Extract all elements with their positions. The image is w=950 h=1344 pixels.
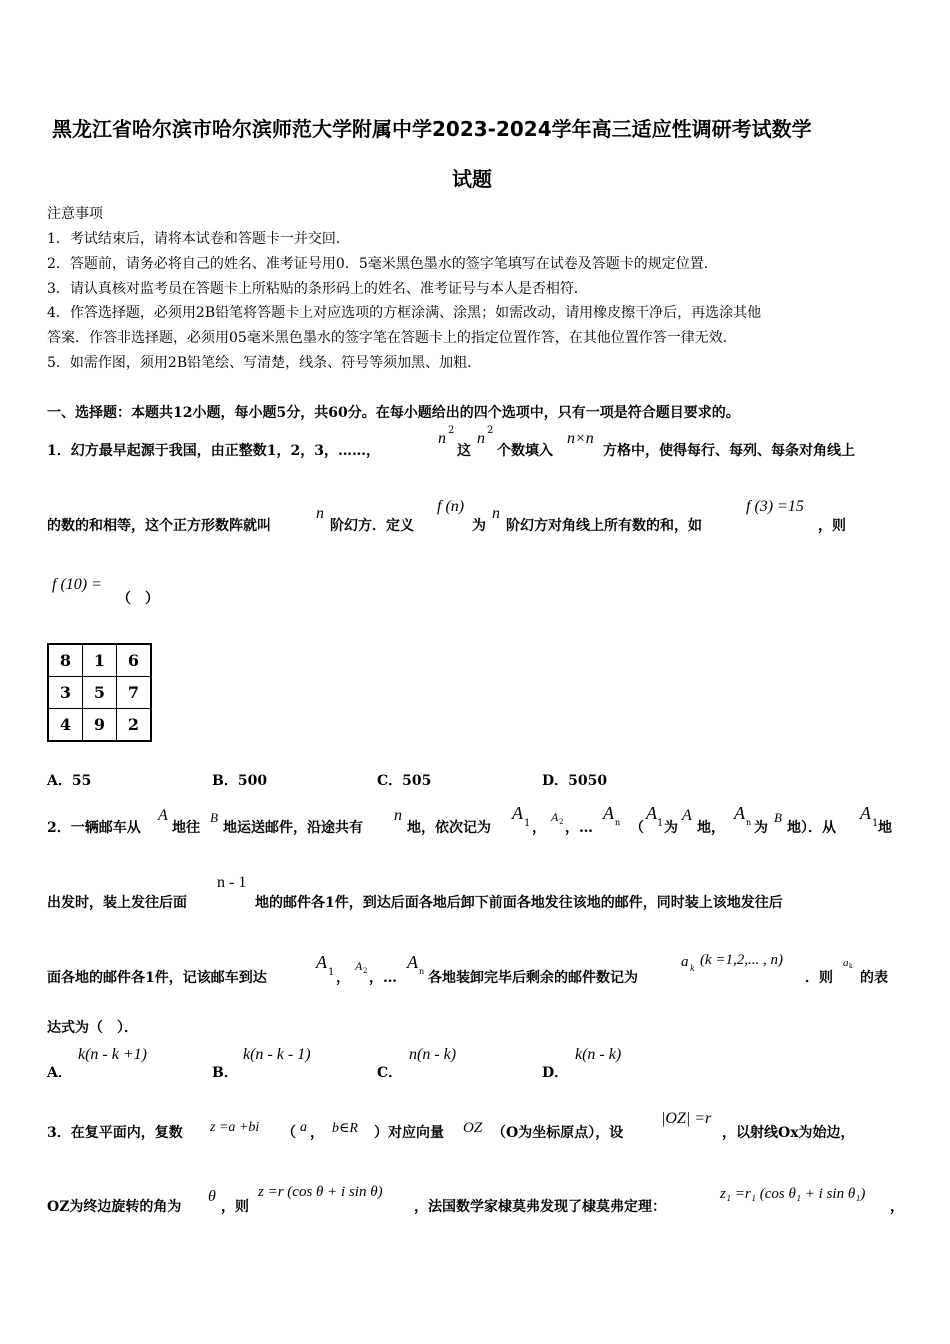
q1-text: 方格中，使得每行、每列、每条对角线上 xyxy=(603,443,855,459)
q2-text: 为 xyxy=(754,820,768,836)
q2-math: n xyxy=(394,807,402,824)
q2-text: 地）．从 xyxy=(787,820,836,836)
q2-math: (k =1,2,... , n) xyxy=(700,952,784,968)
q2-option-c-expr[interactable]: n(n - k) xyxy=(409,1046,457,1063)
q2-math: B xyxy=(774,810,782,825)
q2-text: 地运送邮件，沿途共有 xyxy=(223,820,363,836)
notes-heading: 注意事项 xyxy=(47,206,103,222)
q3-math: b∈R xyxy=(332,1121,358,1136)
magic-square-cell: 9 xyxy=(83,709,117,742)
q2-math: B xyxy=(210,810,218,825)
q3-text: ， xyxy=(310,1125,324,1141)
q2-text: 地，依次记为 xyxy=(407,820,491,836)
q2-math: A xyxy=(603,803,614,823)
q2-math: a xyxy=(843,957,849,969)
q1-math-nxn: n×n xyxy=(567,430,594,447)
q2-math: A xyxy=(512,803,523,823)
q2-option-b-label[interactable]: B． xyxy=(212,1065,238,1081)
q2-math: A xyxy=(682,807,692,824)
q2-text: ，… xyxy=(565,820,593,836)
q3-text: ，则 xyxy=(221,1199,249,1215)
q1-text: 为 xyxy=(472,518,486,534)
magic-square-cell: 4 xyxy=(48,709,83,742)
q2-math: n - 1 xyxy=(217,874,247,891)
q1-math-f3: f (3) =15 xyxy=(746,498,804,515)
note-item: 4．作答选择题，必须用2B铅笔将答题卡上对应选项的方框涂满、涂黑；如需改动，请用橡皮擦干净后，再选涂其他 xyxy=(47,305,762,321)
section-heading: 一、选择题：本题共12小题，每小题5分，共60分。在每小题给出的四个选项中，只有一项是符合题目要求的。 xyxy=(47,405,740,421)
q1-option-c[interactable]: C．505 xyxy=(377,773,432,789)
q3-text: ）对应向量 xyxy=(374,1125,444,1141)
magic-square-cell: 5 xyxy=(83,677,117,709)
q2-text: 为 xyxy=(664,820,678,836)
q2-math-sub: 1 xyxy=(872,818,879,829)
q2-math: a xyxy=(681,954,689,970)
q2-option-c-label[interactable]: C． xyxy=(377,1065,403,1081)
q1-text: 这 xyxy=(457,443,471,459)
q2-text: 地往 xyxy=(172,820,200,836)
q2-math-sub: 1 xyxy=(524,818,531,829)
q1-math-n: n xyxy=(438,430,446,447)
magic-square-grid xyxy=(47,643,152,742)
q1-text: 1．幻方最早起源于我国，由正整数1，2，3，……， xyxy=(47,443,380,459)
q2-math-sub: 2 xyxy=(363,967,368,975)
q1-option-a[interactable]: A．55 xyxy=(47,773,92,789)
q2-math: A xyxy=(355,959,363,973)
q2-text: 地 xyxy=(878,820,892,836)
note-item: 3．请认真核对监考员在答题卡上所粘贴的条形码上的姓名、准考证号与本人是否相符． xyxy=(47,281,588,297)
page-title-continued: 试题 xyxy=(452,167,492,191)
q2-text: 面各地的邮件各1件，记该邮车到达 xyxy=(47,970,267,986)
q1-math-n: n xyxy=(477,430,485,447)
q2-math: A xyxy=(734,803,745,823)
q2-math-sub: 2 xyxy=(559,818,564,826)
q1-text: 个数填入 xyxy=(497,443,553,459)
q3-math: OZ xyxy=(463,1120,483,1136)
q3-text: ， xyxy=(890,1199,904,1215)
q1-text: 阶幻方对角线上所有数的和，如 xyxy=(506,518,702,534)
note-item: 5．如需作图，须用2B铅笔绘、写清楚，线条、符号等须加黑、加粗． xyxy=(47,355,482,371)
magic-square-cell: 2 xyxy=(117,709,152,742)
q2-text: （ xyxy=(630,820,644,836)
q1-text: ，则 xyxy=(818,518,846,534)
q3-text: （O为坐标原点），设 xyxy=(492,1125,624,1141)
q2-text: 出发时，装上发往后面 xyxy=(47,895,187,911)
magic-square-cell: 7 xyxy=(117,677,152,709)
q2-text: 地， xyxy=(697,820,725,836)
q2-option-a-label[interactable]: A． xyxy=(47,1065,72,1081)
q3-text: OZ为终边旋转的角为 xyxy=(47,1199,182,1215)
q3-math: z₁ =r₁ (cos θ₁ + i sin θ₁) xyxy=(720,1186,866,1202)
q1-option-d[interactable]: D．5050 xyxy=(542,773,608,789)
note-item: 2．答题前，请务必将自己的姓名、准考证号用0．5毫米黑色墨水的签字笔填写在试卷及答题卡的规定位置． xyxy=(47,256,718,272)
q1-answer-paren: （ ） xyxy=(117,591,159,607)
q1-option-b[interactable]: B．500 xyxy=(212,773,268,789)
q3-math: θ xyxy=(208,1188,216,1205)
q3-math: z =a +bi xyxy=(210,1120,260,1135)
q1-math-sup: 2 xyxy=(448,425,455,436)
q2-text: 各地装卸完毕后剩余的邮件数记为 xyxy=(428,970,638,986)
q2-text: ， xyxy=(532,820,546,836)
q2-math-sub: 1 xyxy=(657,818,664,829)
q2-math: A xyxy=(158,807,168,824)
q3-text: ，以射线Ox为始边， xyxy=(722,1125,855,1141)
q1-text: 阶幻方．定义 xyxy=(330,518,414,534)
q3-math: z =r (cos θ + i sin θ) xyxy=(258,1184,383,1200)
q2-text: 的表 xyxy=(860,970,888,986)
q2-text: ，… xyxy=(369,970,397,986)
q3-text: ，法国数学家棣莫弗发现了棣莫弗定理： xyxy=(414,1199,666,1215)
q1-math-n: n xyxy=(492,505,500,522)
q2-text: ， xyxy=(336,970,350,986)
q2-option-b-expr[interactable]: k(n - k - 1) xyxy=(243,1046,311,1063)
q2-text: ．则 xyxy=(805,970,833,986)
q2-option-d-expr[interactable]: k(n - k) xyxy=(575,1046,622,1063)
note-item: 1．考试结束后，请将本试卷和答题卡一并交回． xyxy=(47,231,350,247)
q2-text: 达式为（ ）． xyxy=(47,1020,138,1036)
q2-math-sub: k xyxy=(690,964,695,973)
q2-math-sub: n xyxy=(419,967,425,976)
q3-text: 3．在复平面内，复数 xyxy=(47,1125,183,1141)
q2-math-sub: n xyxy=(615,818,621,827)
q2-math: A xyxy=(646,803,657,823)
q1-math-fn: f (n) xyxy=(437,498,465,515)
magic-square-cell: 6 xyxy=(117,644,152,677)
page-title: 黑龙江省哈尔滨市哈尔滨师范大学附属中学2023-2024学年高三适应性调研考试数学 xyxy=(52,117,812,141)
q2-math-sub: n xyxy=(746,818,752,827)
q2-text: 2．一辆邮车从 xyxy=(47,820,141,836)
note-item: 答案．作答非选择题，必须用05毫米黑色墨水的签字笔在答题卡上的指定位置作答，在其他位置作答一律无效． xyxy=(47,330,737,346)
q2-option-d-label[interactable]: D． xyxy=(542,1065,569,1081)
q2-math: A xyxy=(407,952,418,972)
q1-text: 的数的和相等，这个正方形数阵就叫 xyxy=(47,518,271,534)
q1-math-sup: 2 xyxy=(487,425,494,436)
q2-math: A xyxy=(316,952,327,972)
q2-math-sub: k xyxy=(849,963,853,970)
q2-math: A xyxy=(551,810,559,824)
q1-math-f10: f (10) = xyxy=(52,576,102,593)
q3-text: （ xyxy=(282,1125,296,1141)
q3-math: |OZ| =r xyxy=(661,1110,712,1127)
q1-math-n: n xyxy=(316,505,324,522)
magic-square-cell: 8 xyxy=(48,644,83,677)
q2-math-sub: 1 xyxy=(328,967,335,978)
q2-option-a-expr[interactable]: k(n - k +1) xyxy=(78,1046,147,1063)
magic-square-cell: 3 xyxy=(48,677,83,709)
q2-math: A xyxy=(860,803,871,823)
q3-math: a xyxy=(300,1120,307,1135)
magic-square-cell: 1 xyxy=(83,644,117,677)
q2-text: 地的邮件各1件，到达后面各地后卸下前面各地发往该地的邮件，同时装上该地发往后 xyxy=(255,895,783,911)
